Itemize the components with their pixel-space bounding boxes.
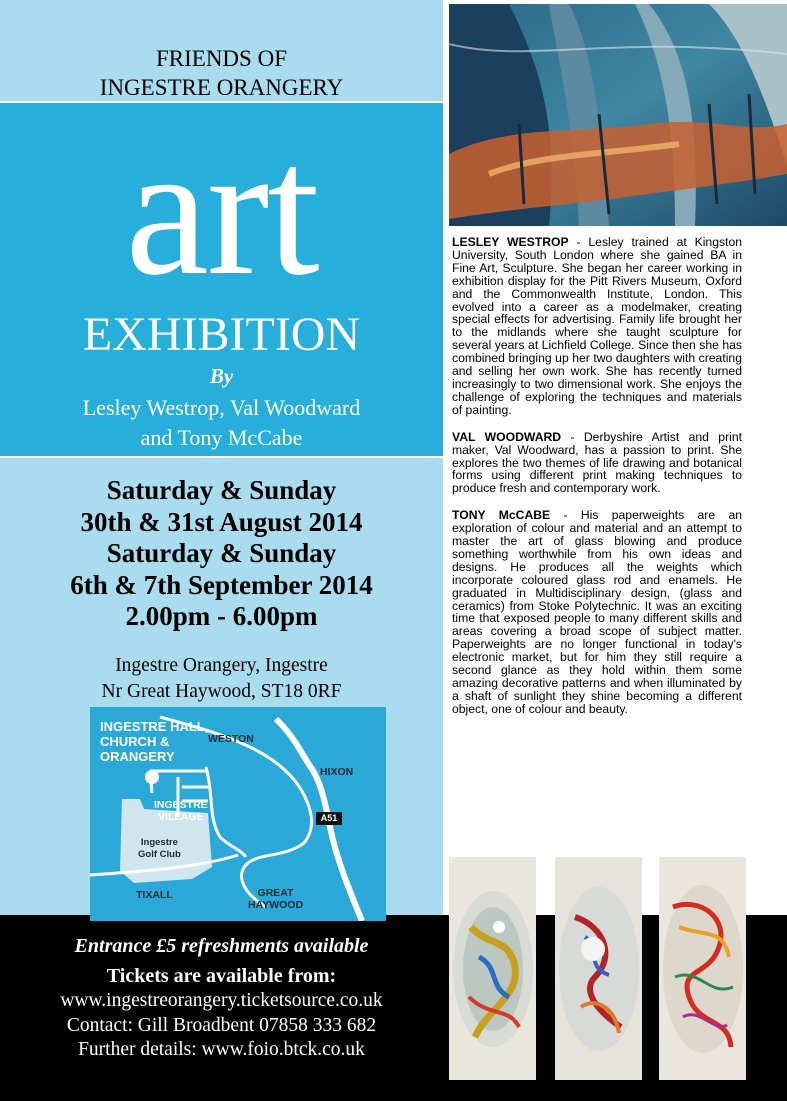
- venue-address: [0, 653, 443, 705]
- contact-block: [0, 989, 443, 1063]
- title-exhibition: EXHIBITION: [82, 308, 361, 361]
- map-label-tixall: TIXALL: [136, 889, 173, 901]
- bio-val-woodward: [452, 431, 742, 496]
- title-art: art: [125, 105, 318, 314]
- road-sign-a51: A51: [316, 812, 342, 825]
- entrance-info: Entrance £5 refreshments available: [74, 935, 369, 957]
- organiser-heading: [0, 44, 443, 102]
- map-label-weston: WESTON: [208, 733, 254, 745]
- details-website[interactable]: Further details: www.foio.btck.co.uk: [78, 1039, 365, 1060]
- map-label-hall: INGESTRE HALL, CHURCH & ORANGERY: [100, 719, 209, 764]
- hall-marker: [145, 770, 159, 784]
- contact-phone: Contact: Gill Broadbent 07858 333 682: [66, 1014, 377, 1036]
- artists-line-2: and Tony McCabe: [140, 425, 303, 450]
- painting-illustration: [449, 4, 787, 226]
- map-label-great-haywood: GREAT HAYWOOD: [248, 887, 304, 911]
- paperweight-image: [555, 857, 642, 1080]
- date-line: Saturday & Sunday: [106, 538, 337, 568]
- bio-name: LESLEY WESTROP: [452, 235, 569, 249]
- time-line: 2.00pm - 6.00pm: [125, 601, 318, 631]
- organiser-line-2: INGESTRE ORANGERY: [99, 75, 344, 100]
- bio-name: TONY McCABE: [452, 508, 551, 523]
- bio-text: - His paperweights are an exploration of colour and material and an attempt to master the art of glass blowing and produce something worthwhile from his own ideas and designs. He produces all the weights which incorporate coloured glass rod and enamels. He graduated in Multidisciplinary design, (glass and ceramics) from Stoke Polytechnic. It was an exciting time that exposed people to many different skills and areas covering a broad scope of subject matter. Paperweights are no longer functional in today's electronic market, but for him they still require a second glance as they hold within them some amazing decorative patterns and when illuminated by a shaft of sunlight they shine becoming a different object, one of colour and beauty.: [452, 508, 743, 716]
- date-line: 30th & 31st August 2014: [80, 506, 363, 537]
- title-by: By: [209, 364, 234, 388]
- bio-lesley-westrop: [452, 236, 742, 417]
- paperweight-image: [449, 857, 536, 1080]
- artists-list: [0, 393, 443, 453]
- bio-name: VAL WOODWARD: [452, 429, 562, 444]
- artists-line-1: Lesley Westrop, Val Woodward: [82, 395, 361, 420]
- bio-text: - Derbyshire Artist and print maker, Val Woodward, has a passion to print. She explores the two themes of life drawing and botanical forms using different print making techniques to produce fresh and contemporary work.: [452, 429, 742, 496]
- event-dates: [0, 475, 443, 633]
- date-line: Saturday & Sunday: [106, 475, 337, 505]
- bio-tony-mccabe: [452, 509, 742, 716]
- map-label-village: INGESTRE VILLAGE: [154, 799, 208, 823]
- divider: [0, 456, 443, 458]
- painting-image: [449, 4, 787, 226]
- map-label-golf: Ingestre Golf Club: [138, 837, 181, 860]
- road: [206, 767, 246, 857]
- date-line: 6th & 7th September 2014: [70, 569, 373, 600]
- artist-biographies: [452, 236, 742, 730]
- location-map: [90, 707, 386, 921]
- ticket-website[interactable]: www.ingestreorangery.ticketsource.co.uk: [60, 990, 383, 1011]
- address-line-2: Nr Great Haywood, ST18 0RF: [101, 681, 342, 702]
- address-line-1: Ingestre Orangery, Ingestre: [115, 655, 328, 676]
- paperweight-image: [659, 857, 746, 1080]
- tickets-heading: Tickets are available from:: [106, 965, 337, 987]
- bio-text: - Lesley trained at Kingston University, South London where she gained BA in Fine Art, Sculpture. She began her career working in exhibition display for the Pitt Rivers Museum, Oxford and the Commonwealth Institute, London. This evolved into a career as a modelmaker, creating special effects for advertising. Family life brought her to the midlands where she taught sculpture for several years at Lichfield College. Since then she has combined bringing up her two daughters with creating and selling her own work. She has recently turned increasingly to two dimensional work. She enjoys the challenge of exploring the techniques and materials of painting.: [452, 235, 743, 417]
- organiser-line-1: FRIENDS OF: [155, 46, 287, 71]
- map-label-hixon: HIXON: [320, 766, 354, 778]
